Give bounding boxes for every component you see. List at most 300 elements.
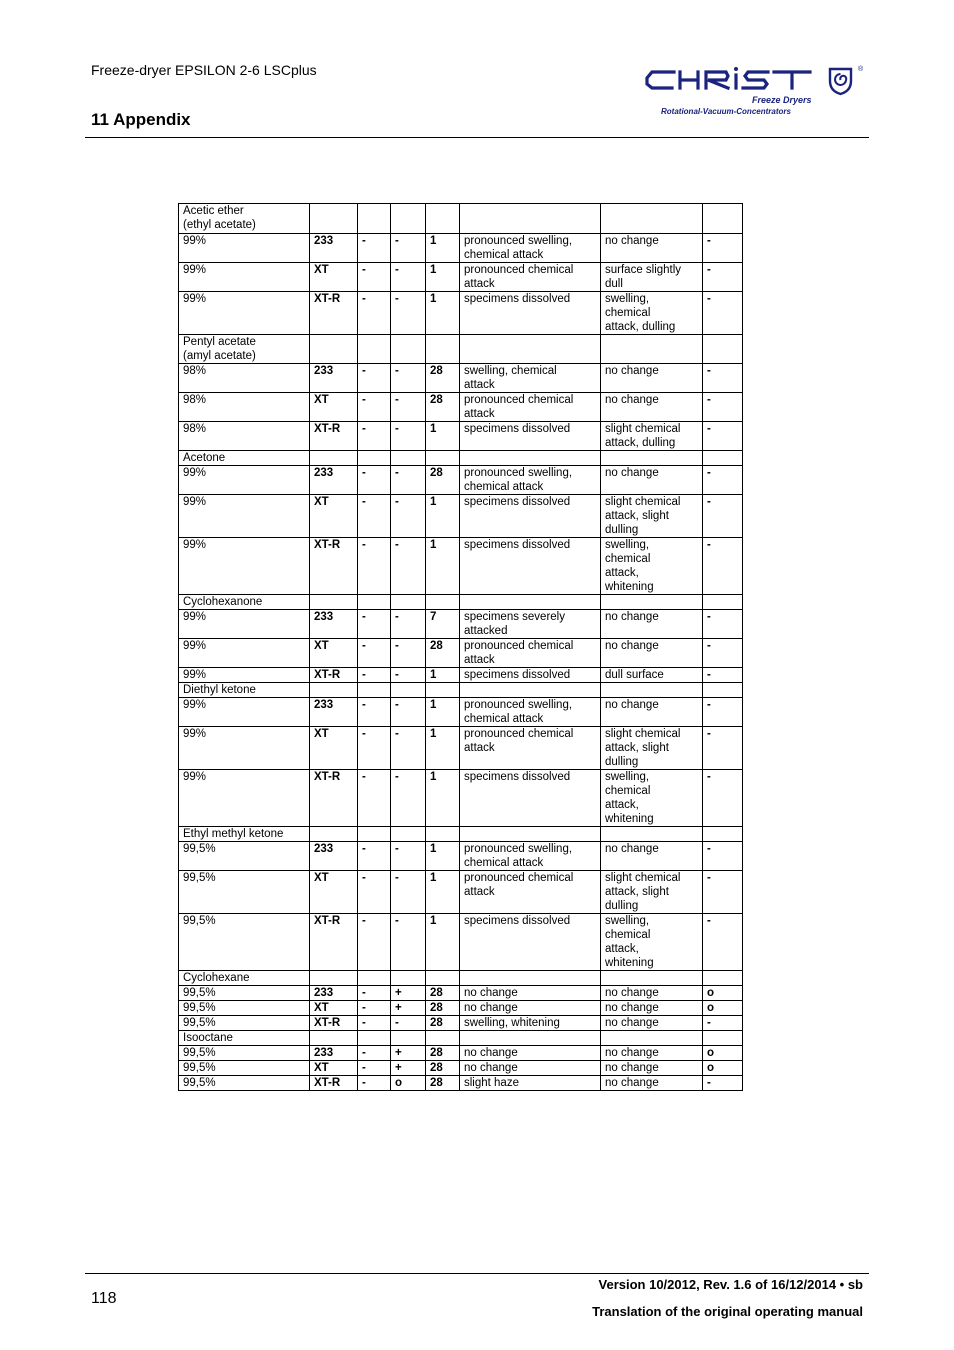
table-cell — [460, 204, 601, 234]
table-cell: - — [391, 466, 426, 495]
table-cell — [310, 683, 358, 698]
table-cell: pronounced swelling, chemical attack — [460, 842, 601, 871]
table-cell: - — [358, 610, 391, 639]
table-cell: 1 — [426, 914, 460, 971]
table-cell: Acetic ether (ethyl acetate) — [179, 204, 310, 234]
logo-registered-mark: ® — [858, 66, 864, 73]
table-cell: - — [391, 770, 426, 827]
table-cell — [460, 1031, 601, 1046]
table-cell: 28 — [426, 393, 460, 422]
table-cell — [426, 335, 460, 364]
table-row — [179, 263, 743, 292]
table-cell: 28 — [426, 1001, 460, 1016]
table-row — [179, 451, 743, 466]
table-cell: XT — [310, 1061, 358, 1076]
table-cell: 99,5% — [179, 871, 310, 914]
table-cell: - — [358, 1001, 391, 1016]
table-cell: no change — [460, 1061, 601, 1076]
table-cell: 99% — [179, 668, 310, 683]
table-cell: pronounced swelling, chemical attack — [460, 698, 601, 727]
table-cell — [426, 683, 460, 698]
table-cell: specimens dissolved — [460, 422, 601, 451]
table-cell: Pentyl acetate (amyl acetate) — [179, 335, 310, 364]
table-cell: no change — [601, 1016, 703, 1031]
table-cell: - — [358, 1016, 391, 1031]
header-divider — [85, 137, 869, 138]
table-cell — [391, 204, 426, 234]
table-cell: XT-R — [310, 538, 358, 595]
table-cell: 28 — [426, 1061, 460, 1076]
table-cell: - — [391, 263, 426, 292]
table-cell: - — [391, 1016, 426, 1031]
table-cell: slight chemical attack, slight dulling — [601, 727, 703, 770]
footer-divider — [85, 1273, 869, 1274]
table-cell: o — [703, 986, 743, 1001]
table-cell — [391, 595, 426, 610]
table-cell: 99% — [179, 263, 310, 292]
table-cell: - — [391, 871, 426, 914]
table-cell: 1 — [426, 495, 460, 538]
table-cell: - — [358, 1046, 391, 1061]
chemical-resistance-table — [178, 203, 743, 1091]
table-cell — [310, 971, 358, 986]
table-cell: specimens dissolved — [460, 538, 601, 595]
table-row — [179, 770, 743, 827]
table-cell: 233 — [310, 698, 358, 727]
table-cell — [601, 827, 703, 842]
table-cell: 99,5% — [179, 914, 310, 971]
version-info: Version 10/2012, Rev. 1.6 of 16/12/2014 • sb — [598, 1277, 863, 1292]
table-cell: - — [358, 727, 391, 770]
table-cell: - — [703, 1076, 743, 1091]
table-cell: no change — [601, 1001, 703, 1016]
table-cell: - — [703, 393, 743, 422]
table-cell: 28 — [426, 1046, 460, 1061]
table-cell — [703, 595, 743, 610]
table-row — [179, 871, 743, 914]
table-cell: 1 — [426, 422, 460, 451]
table-cell: - — [358, 263, 391, 292]
table-cell: - — [391, 698, 426, 727]
table-cell: - — [358, 495, 391, 538]
table-row — [179, 639, 743, 668]
table-row — [179, 610, 743, 639]
table-cell: no change — [601, 610, 703, 639]
table-cell: no change — [460, 1046, 601, 1061]
table-cell: specimens dissolved — [460, 770, 601, 827]
table-cell: slight haze — [460, 1076, 601, 1091]
table-cell: o — [703, 1001, 743, 1016]
table-cell: slight chemical attack, slight dulling — [601, 871, 703, 914]
table-row — [179, 393, 743, 422]
table-cell: - — [703, 422, 743, 451]
table-cell: - — [391, 842, 426, 871]
table-cell: Cyclohexane — [179, 971, 310, 986]
table-cell: 99% — [179, 292, 310, 335]
table-cell: 233 — [310, 1046, 358, 1061]
table-cell: - — [703, 914, 743, 971]
table-cell: dull surface — [601, 668, 703, 683]
table-cell: 99% — [179, 639, 310, 668]
table-cell — [460, 595, 601, 610]
table-cell — [703, 827, 743, 842]
table-cell: 1 — [426, 263, 460, 292]
table-cell: XT — [310, 393, 358, 422]
table-cell: 1 — [426, 871, 460, 914]
table-cell: - — [391, 422, 426, 451]
table-cell: 233 — [310, 610, 358, 639]
table-cell — [358, 204, 391, 234]
table-cell: specimens dissolved — [460, 292, 601, 335]
table-cell: 99% — [179, 610, 310, 639]
table-cell: - — [391, 538, 426, 595]
table-cell: no change — [601, 1076, 703, 1091]
table-cell: - — [391, 292, 426, 335]
table-cell: 98% — [179, 393, 310, 422]
table-cell: no change — [601, 1046, 703, 1061]
table-cell: 233 — [310, 986, 358, 1001]
table-cell: - — [703, 610, 743, 639]
table-row — [179, 1016, 743, 1031]
table-cell: - — [703, 871, 743, 914]
table-cell — [703, 683, 743, 698]
table-cell — [460, 827, 601, 842]
table-cell — [310, 827, 358, 842]
table-cell: 1 — [426, 842, 460, 871]
table-cell: 7 — [426, 610, 460, 639]
table-cell: slight chemical attack, slight dulling — [601, 495, 703, 538]
table-cell: 233 — [310, 466, 358, 495]
table-row — [179, 234, 743, 263]
table-cell: - — [358, 234, 391, 263]
table-cell: - — [358, 986, 391, 1001]
table-cell: 1 — [426, 727, 460, 770]
table-cell: - — [358, 1076, 391, 1091]
table-cell: specimens dissolved — [460, 668, 601, 683]
table-cell: pronounced swelling, chemical attack — [460, 234, 601, 263]
table-cell: - — [703, 1016, 743, 1031]
table-row — [179, 1061, 743, 1076]
table-cell — [391, 451, 426, 466]
table-cell: no change — [601, 842, 703, 871]
page-number: 118 — [91, 1290, 117, 1307]
table-cell: specimens dissolved — [460, 914, 601, 971]
table-cell: 98% — [179, 364, 310, 393]
table-cell — [358, 335, 391, 364]
section-title: 11 Appendix — [91, 110, 191, 129]
logo-subtitle-freeze-dryers: Freeze Dryers — [752, 95, 812, 105]
table-cell: 1 — [426, 292, 460, 335]
table-cell — [358, 971, 391, 986]
table-cell: XT — [310, 871, 358, 914]
table-cell: no change — [460, 1001, 601, 1016]
table-cell — [601, 683, 703, 698]
table-cell: - — [358, 698, 391, 727]
table-row — [179, 727, 743, 770]
table-cell: 99,5% — [179, 1016, 310, 1031]
table-cell: - — [391, 234, 426, 263]
table-cell: - — [358, 422, 391, 451]
table-cell: slight chemical attack, dulling — [601, 422, 703, 451]
table-cell: - — [703, 263, 743, 292]
table-cell: - — [703, 668, 743, 683]
table-cell: 99,5% — [179, 842, 310, 871]
logo-subtitle-rvc: Rotational-Vacuum-Concentrators — [661, 107, 791, 116]
table-cell — [358, 595, 391, 610]
table-cell: specimens dissolved — [460, 495, 601, 538]
table-cell: swelling, chemical attack, whitening — [601, 770, 703, 827]
table-cell: XT-R — [310, 770, 358, 827]
table-cell: Acetone — [179, 451, 310, 466]
table-row — [179, 842, 743, 871]
table-cell: - — [358, 770, 391, 827]
table-row — [179, 1046, 743, 1061]
table-cell: pronounced chemical attack — [460, 727, 601, 770]
table-cell: XT — [310, 727, 358, 770]
table-cell: - — [703, 538, 743, 595]
table-cell: pronounced chemical attack — [460, 263, 601, 292]
table-cell: pronounced swelling, chemical attack — [460, 466, 601, 495]
table-cell: XT-R — [310, 668, 358, 683]
table-cell: swelling, whitening — [460, 1016, 601, 1031]
table-row — [179, 538, 743, 595]
table-cell — [460, 335, 601, 364]
table-cell — [703, 335, 743, 364]
table-cell: - — [703, 292, 743, 335]
table-cell — [426, 595, 460, 610]
table-cell: 99,5% — [179, 1061, 310, 1076]
table-body — [179, 204, 743, 1091]
table-cell: 99% — [179, 538, 310, 595]
table-cell — [310, 204, 358, 234]
doc-title: Freeze-dryer EPSILON 2-6 LSCplus — [91, 62, 317, 78]
table-cell — [358, 1031, 391, 1046]
table-row — [179, 986, 743, 1001]
table-cell: XT-R — [310, 1016, 358, 1031]
table-cell: + — [391, 986, 426, 1001]
table-row — [179, 1076, 743, 1091]
table-cell: + — [391, 1061, 426, 1076]
table-cell: - — [358, 466, 391, 495]
table-cell: - — [358, 842, 391, 871]
table-row — [179, 971, 743, 986]
christ-logo — [640, 64, 865, 120]
table-cell: XT-R — [310, 914, 358, 971]
table-cell — [601, 971, 703, 986]
table-cell — [703, 1031, 743, 1046]
table-cell: - — [358, 914, 391, 971]
table-cell: - — [358, 639, 391, 668]
table-cell: XT — [310, 495, 358, 538]
table-cell: - — [391, 668, 426, 683]
table-cell: 1 — [426, 770, 460, 827]
table-cell: - — [703, 466, 743, 495]
table-cell — [601, 204, 703, 234]
table-row — [179, 1001, 743, 1016]
table-cell — [426, 971, 460, 986]
table-cell: - — [703, 639, 743, 668]
christ-logo-wordmark — [640, 64, 865, 96]
table-cell: no change — [601, 234, 703, 263]
table-cell: - — [358, 364, 391, 393]
table-cell: no change — [601, 364, 703, 393]
table-cell — [391, 683, 426, 698]
table-cell: - — [703, 234, 743, 263]
table-cell: 233 — [310, 234, 358, 263]
table-cell: no change — [601, 639, 703, 668]
table-cell: - — [391, 639, 426, 668]
table-cell: - — [703, 727, 743, 770]
table-row — [179, 495, 743, 538]
table-cell — [601, 1031, 703, 1046]
table-cell: no change — [601, 393, 703, 422]
table-cell: 1 — [426, 234, 460, 263]
table-cell: 99,5% — [179, 1046, 310, 1061]
table-cell: 1 — [426, 538, 460, 595]
table-row — [179, 335, 743, 364]
table-cell — [391, 827, 426, 842]
table-cell: no change — [601, 466, 703, 495]
table-cell: 233 — [310, 842, 358, 871]
table-row — [179, 466, 743, 495]
table-row — [179, 422, 743, 451]
table-cell: Isooctane — [179, 1031, 310, 1046]
table-cell — [391, 335, 426, 364]
table-cell — [358, 451, 391, 466]
table-cell: - — [703, 770, 743, 827]
table-cell — [703, 971, 743, 986]
table-cell: 28 — [426, 1076, 460, 1091]
table-row — [179, 595, 743, 610]
table-cell: 28 — [426, 986, 460, 1001]
table-row — [179, 292, 743, 335]
table-cell — [391, 1031, 426, 1046]
table-cell: 1 — [426, 668, 460, 683]
table-cell — [310, 335, 358, 364]
table-cell: - — [391, 393, 426, 422]
table-cell — [460, 683, 601, 698]
table-cell: - — [703, 364, 743, 393]
table-cell: + — [391, 1046, 426, 1061]
table-cell: - — [703, 842, 743, 871]
table-cell: 99,5% — [179, 1076, 310, 1091]
table-cell: swelling, chemical attack — [460, 364, 601, 393]
table-cell: - — [358, 1061, 391, 1076]
table-cell — [601, 451, 703, 466]
table-cell — [601, 595, 703, 610]
table-cell: - — [703, 495, 743, 538]
table-cell: - — [703, 698, 743, 727]
table-cell: - — [358, 871, 391, 914]
table-cell: XT — [310, 639, 358, 668]
table-cell: Cyclohexanone — [179, 595, 310, 610]
table-cell: 28 — [426, 364, 460, 393]
table-cell: pronounced chemical attack — [460, 871, 601, 914]
table-cell: no change — [601, 1061, 703, 1076]
table-cell — [426, 827, 460, 842]
table-cell: XT-R — [310, 1076, 358, 1091]
table-cell: - — [391, 495, 426, 538]
table-cell: 99% — [179, 466, 310, 495]
table-cell: + — [391, 1001, 426, 1016]
table-cell: 99% — [179, 698, 310, 727]
table-cell: no change — [601, 986, 703, 1001]
table-cell: o — [703, 1061, 743, 1076]
table-cell: 99,5% — [179, 1001, 310, 1016]
table-cell — [391, 971, 426, 986]
table-row — [179, 204, 743, 234]
table-cell — [310, 595, 358, 610]
table-cell — [358, 827, 391, 842]
table-cell — [601, 335, 703, 364]
table-cell: pronounced chemical attack — [460, 393, 601, 422]
table-cell: 28 — [426, 639, 460, 668]
table-cell: XT-R — [310, 422, 358, 451]
table-cell: - — [391, 364, 426, 393]
table-cell: Diethyl ketone — [179, 683, 310, 698]
table-cell: XT — [310, 263, 358, 292]
table-cell: swelling, chemical attack, whitening — [601, 538, 703, 595]
table-cell: - — [358, 668, 391, 683]
table-cell: no change — [460, 986, 601, 1001]
table-cell: pronounced chemical attack — [460, 639, 601, 668]
table-cell: 98% — [179, 422, 310, 451]
table-cell — [703, 204, 743, 234]
table-cell: 99% — [179, 234, 310, 263]
table-cell: 1 — [426, 698, 460, 727]
table-cell — [310, 451, 358, 466]
table-cell: o — [391, 1076, 426, 1091]
table-cell — [703, 451, 743, 466]
table-cell: Ethyl methyl ketone — [179, 827, 310, 842]
table-cell — [310, 1031, 358, 1046]
table-row — [179, 914, 743, 971]
table-row — [179, 1031, 743, 1046]
table-cell: 99% — [179, 727, 310, 770]
table-cell: 99% — [179, 495, 310, 538]
table-cell: o — [703, 1046, 743, 1061]
table-cell: - — [358, 538, 391, 595]
table-cell: 233 — [310, 364, 358, 393]
table-cell: swelling, chemical attack, dulling — [601, 292, 703, 335]
table-cell — [426, 451, 460, 466]
table-cell: swelling, chemical attack, whitening — [601, 914, 703, 971]
table-cell — [460, 451, 601, 466]
table-cell: 28 — [426, 466, 460, 495]
table-row — [179, 827, 743, 842]
table-cell: 99% — [179, 770, 310, 827]
table-cell: - — [358, 292, 391, 335]
table-cell: - — [391, 610, 426, 639]
table-cell — [426, 1031, 460, 1046]
translation-note: Translation of the original operating manual — [592, 1304, 863, 1319]
table-cell — [426, 204, 460, 234]
table-row — [179, 364, 743, 393]
table-cell — [460, 971, 601, 986]
table-cell: - — [391, 914, 426, 971]
table-cell: 28 — [426, 1016, 460, 1031]
table-cell: surface slightly dull — [601, 263, 703, 292]
table-row — [179, 668, 743, 683]
table-cell: - — [391, 727, 426, 770]
table-cell — [358, 683, 391, 698]
table-cell: no change — [601, 698, 703, 727]
table-row — [179, 683, 743, 698]
table-cell: XT-R — [310, 292, 358, 335]
table-cell: XT — [310, 1001, 358, 1016]
table-cell: specimens severely attacked — [460, 610, 601, 639]
table-row — [179, 698, 743, 727]
